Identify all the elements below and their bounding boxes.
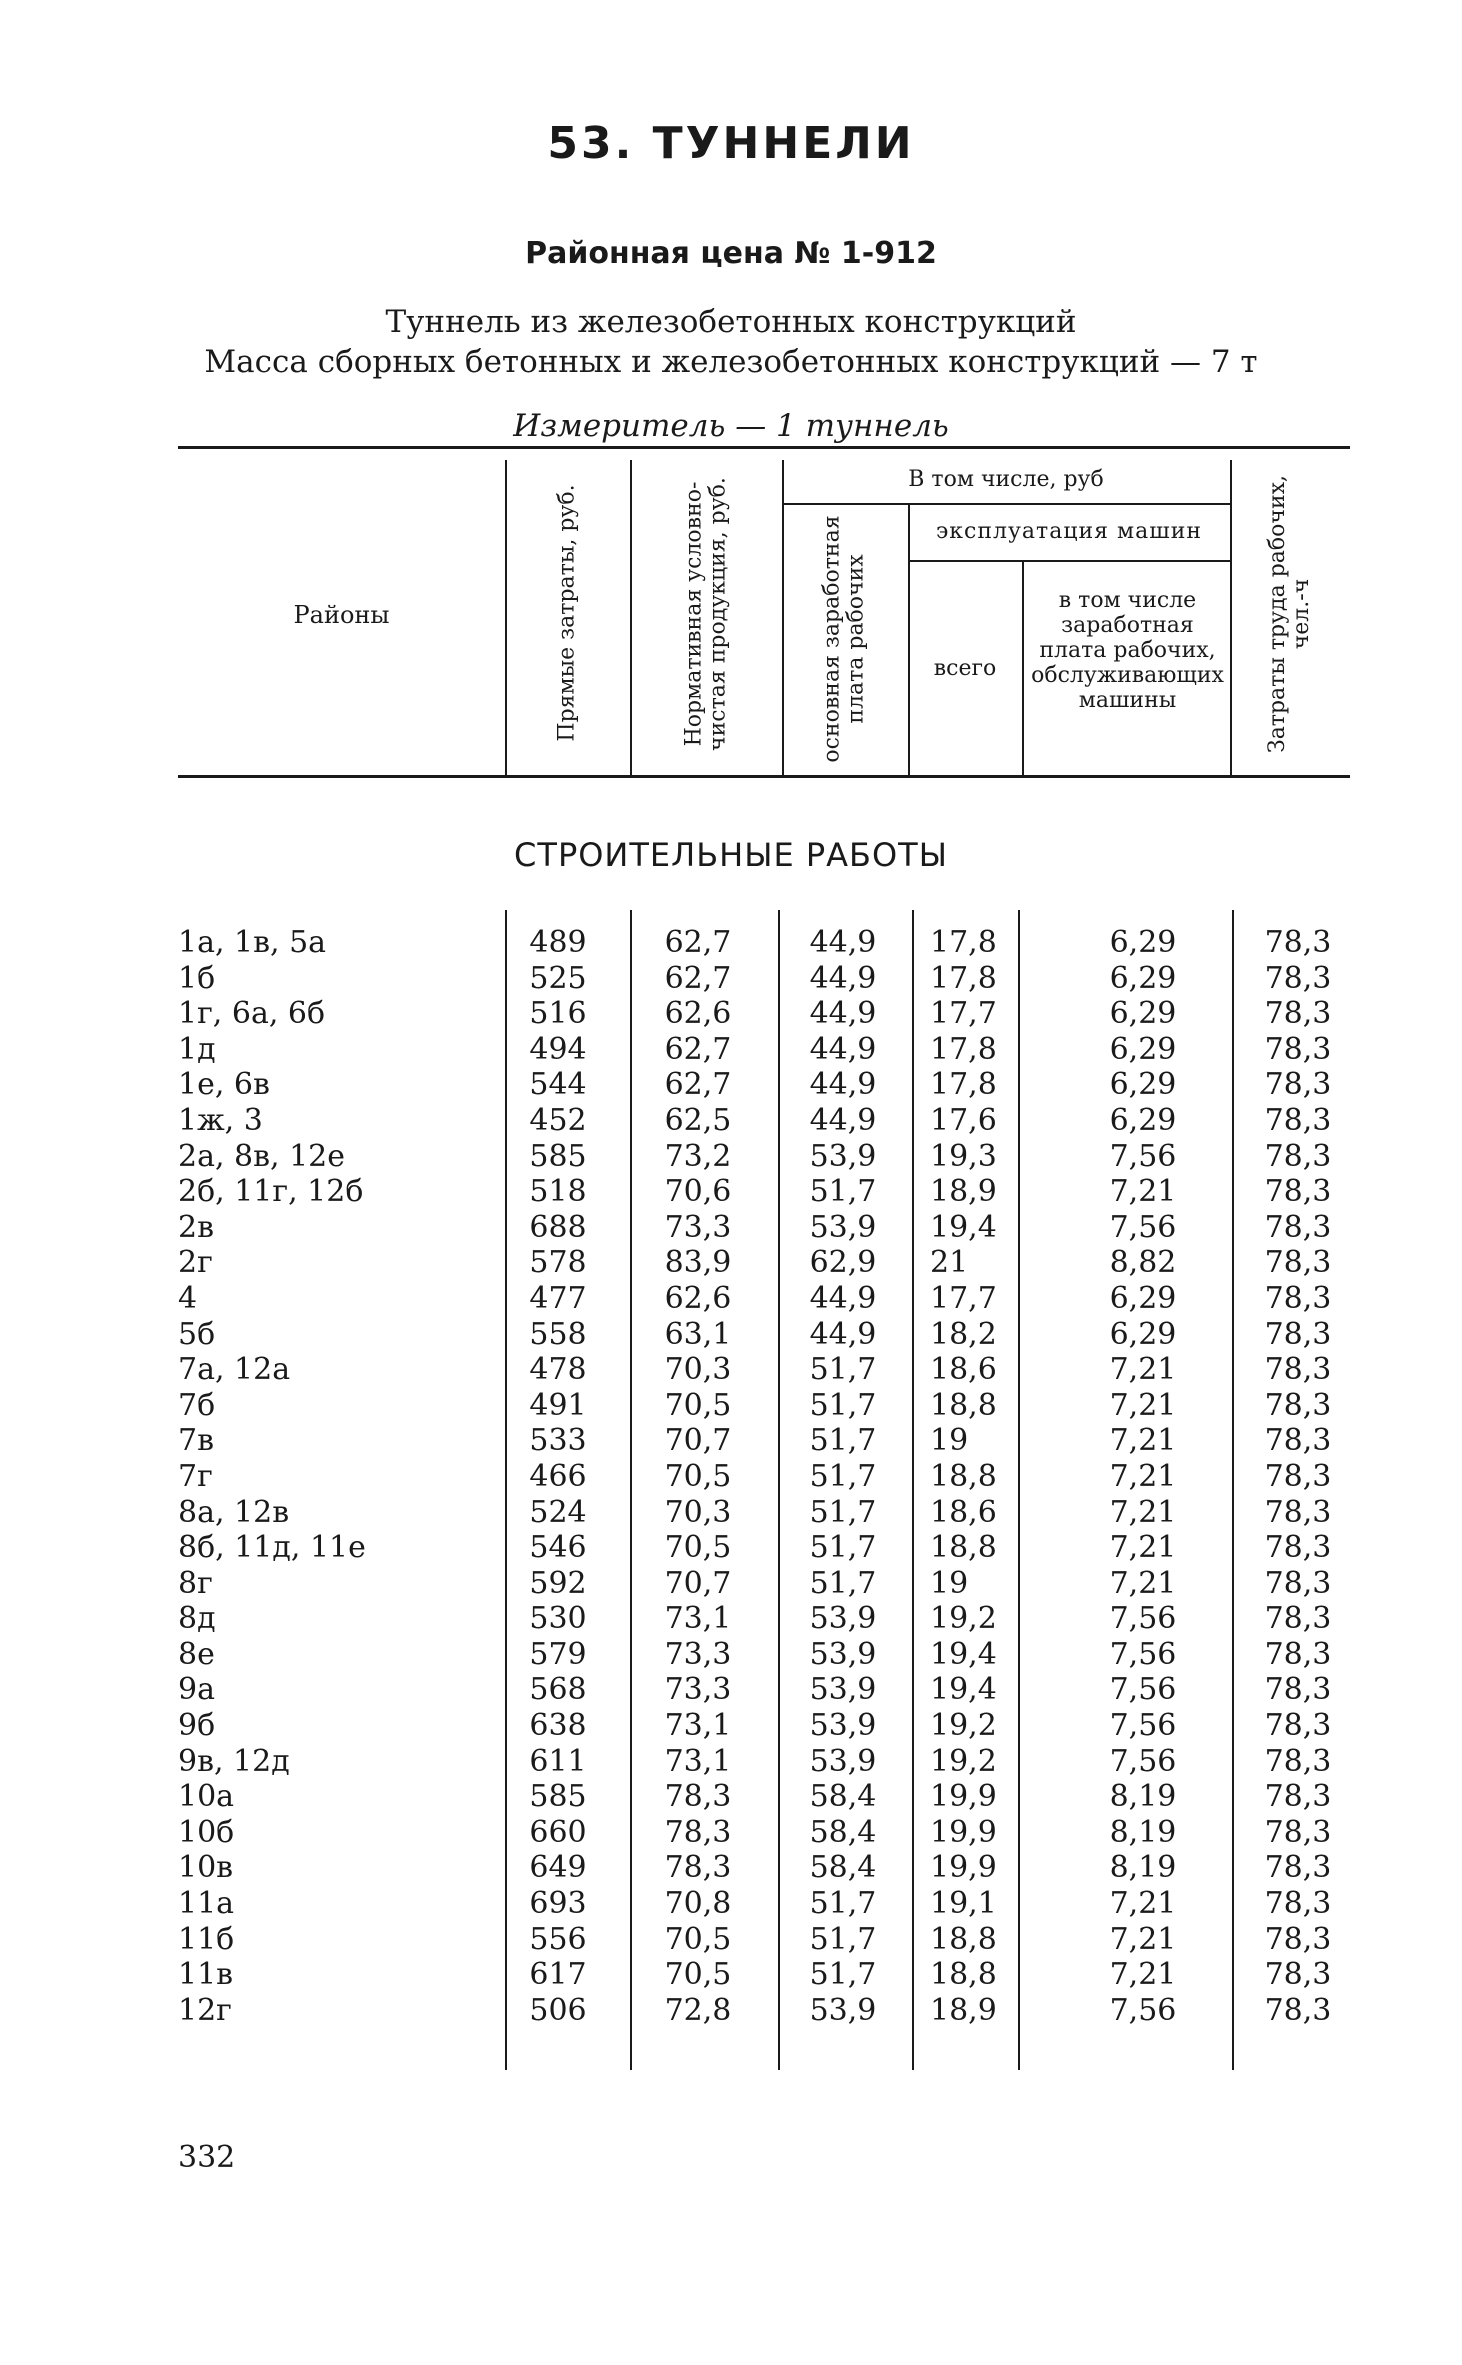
row-machine-total: 18,2 (930, 1316, 997, 1352)
row-region: 8е (178, 1636, 215, 1672)
row-base-wage: 51,7 (809, 1352, 877, 1388)
row-machine-total: 17,7 (930, 1280, 997, 1316)
row-base-wage: 44,9 (809, 1280, 877, 1316)
row-machine-wage: 7,21 (1109, 1458, 1177, 1494)
table-row (178, 1993, 1350, 2029)
row-labor: 78,3 (1264, 1316, 1332, 1352)
row-base-wage: 53,9 (809, 1138, 877, 1174)
row-machine-total: 18,9 (930, 1174, 997, 1210)
row-direct-costs: 452 (529, 1102, 587, 1138)
table-row (178, 1815, 1350, 1851)
row-region: 12г (178, 1992, 232, 2028)
row-direct-costs: 611 (529, 1743, 587, 1779)
row-labor: 78,3 (1264, 1708, 1332, 1744)
row-normative: 70,7 (664, 1565, 732, 1601)
row-direct-costs: 524 (529, 1494, 587, 1530)
row-region: 2в (178, 1209, 214, 1245)
header-regions: Районы (293, 601, 390, 629)
row-machine-wage: 6,29 (1109, 1031, 1177, 1067)
row-labor: 78,3 (1264, 1245, 1332, 1281)
row-normative: 70,5 (664, 1387, 732, 1423)
row-machine-total: 17,8 (930, 925, 997, 960)
row-machine-wage: 7,56 (1109, 1138, 1177, 1174)
row-labor: 78,3 (1264, 1031, 1332, 1067)
row-region: 1д (178, 1031, 216, 1067)
row-direct-costs: 494 (529, 1031, 587, 1067)
row-machine-wage: 7,21 (1109, 1565, 1177, 1601)
row-direct-costs: 693 (529, 1886, 587, 1922)
table-row (178, 1744, 1350, 1780)
row-base-wage: 62,9 (809, 1245, 877, 1281)
row-base-wage: 53,9 (809, 1708, 877, 1744)
row-machine-wage: 8,19 (1109, 1850, 1177, 1886)
row-base-wage: 51,7 (809, 1957, 877, 1993)
row-base-wage: 44,9 (809, 1102, 877, 1138)
table-row (178, 1957, 1350, 1993)
row-region: 8б, 11д, 11е (178, 1530, 366, 1566)
row-region: 1ж, 3 (178, 1102, 263, 1138)
row-direct-costs: 477 (529, 1280, 587, 1316)
row-base-wage: 58,4 (809, 1779, 877, 1815)
row-machine-total: 18,8 (930, 1957, 997, 1993)
row-machine-wage: 7,21 (1109, 1957, 1177, 1993)
row-normative: 78,3 (664, 1814, 732, 1850)
header-direct-costs: Прямые затраты, руб. (554, 484, 580, 742)
row-machine-total: 19,2 (930, 1708, 997, 1744)
description-line-2: Масса сборных бетонных и железобетонных конструкций — 7 т (204, 344, 1258, 380)
row-normative: 70,6 (664, 1174, 732, 1210)
row-machine-wage: 7,56 (1109, 1743, 1177, 1779)
row-direct-costs: 568 (529, 1672, 587, 1708)
row-region: 8д (178, 1601, 216, 1637)
row-direct-costs: 578 (529, 1245, 587, 1281)
row-normative: 70,7 (664, 1423, 732, 1459)
header-group-machines: эксплуатация машин (935, 519, 1203, 544)
table-row (178, 1708, 1350, 1744)
row-base-wage: 51,7 (809, 1423, 877, 1459)
row-region: 7в (178, 1423, 214, 1459)
section-title: 53. ТУННЕЛИ (547, 118, 915, 169)
table-row (178, 1317, 1350, 1353)
row-normative: 62,7 (664, 1031, 732, 1067)
table-row (178, 961, 1350, 997)
row-direct-costs: 533 (529, 1423, 587, 1459)
row-machine-total: 17,8 (930, 1031, 997, 1067)
table-row (178, 1352, 1350, 1388)
row-machine-total: 17,8 (930, 1067, 997, 1103)
row-base-wage: 51,7 (809, 1174, 877, 1210)
row-direct-costs: 489 (529, 925, 587, 960)
row-machine-wage: 7,21 (1109, 1423, 1177, 1459)
header-group-line (908, 560, 1230, 562)
header-normative: Нормативная условно-чистая продукция, руб. (681, 477, 731, 751)
table-row (178, 1459, 1350, 1495)
row-machine-wage: 7,56 (1109, 1672, 1177, 1708)
table-row (178, 1601, 1350, 1637)
row-region: 7б (178, 1387, 216, 1423)
row-labor: 78,3 (1264, 1423, 1332, 1459)
row-region: 2а, 8в, 12е (178, 1138, 346, 1174)
row-labor: 78,3 (1264, 1387, 1332, 1423)
row-base-wage: 53,9 (809, 1636, 877, 1672)
row-machine-wage: 6,29 (1109, 925, 1177, 960)
row-machine-wage: 8,82 (1109, 1245, 1177, 1281)
row-region: 1е, 6в (178, 1067, 270, 1103)
header-divider (1022, 562, 1024, 775)
row-base-wage: 51,7 (809, 1387, 877, 1423)
row-machine-total: 17,7 (930, 996, 997, 1032)
row-normative: 62,6 (664, 1280, 732, 1316)
row-machine-wage: 8,19 (1109, 1779, 1177, 1815)
row-base-wage: 51,7 (809, 1565, 877, 1601)
row-region: 9в, 12д (178, 1743, 290, 1779)
row-normative: 70,5 (664, 1530, 732, 1566)
row-machine-total: 21 (930, 1245, 969, 1281)
row-machine-wage: 7,21 (1109, 1494, 1177, 1530)
price-code: Районная цена № 1-912 (525, 236, 937, 271)
row-machine-total: 18,6 (930, 1494, 997, 1530)
row-direct-costs: 649 (529, 1850, 587, 1886)
row-labor: 78,3 (1264, 1530, 1332, 1566)
row-direct-costs: 660 (529, 1814, 587, 1850)
row-machine-total: 18,9 (930, 1992, 997, 2028)
row-machine-wage: 8,19 (1109, 1814, 1177, 1850)
row-direct-costs: 638 (529, 1708, 587, 1744)
row-labor: 78,3 (1264, 1138, 1332, 1174)
row-labor: 78,3 (1264, 1601, 1332, 1637)
row-base-wage: 51,7 (809, 1921, 877, 1957)
row-direct-costs: 585 (529, 1779, 587, 1815)
row-normative: 73,1 (664, 1743, 732, 1779)
row-direct-costs: 525 (529, 960, 587, 996)
row-normative: 78,3 (664, 1779, 732, 1815)
row-direct-costs: 466 (529, 1458, 587, 1494)
table-row (178, 1032, 1350, 1068)
row-normative: 72,8 (664, 1992, 732, 2028)
row-direct-costs: 530 (529, 1601, 587, 1637)
row-machine-total: 19,9 (930, 1850, 997, 1886)
row-machine-wage: 7,56 (1109, 1992, 1177, 2028)
table-row (178, 1067, 1350, 1103)
row-direct-costs: 688 (529, 1209, 587, 1245)
row-normative: 70,5 (664, 1921, 732, 1957)
row-labor: 78,3 (1264, 1458, 1332, 1494)
row-machine-total: 19,2 (930, 1601, 997, 1637)
row-machine-wage: 7,56 (1109, 1636, 1177, 1672)
row-base-wage: 44,9 (809, 960, 877, 996)
row-base-wage: 53,9 (809, 1601, 877, 1637)
table-row (178, 1779, 1350, 1815)
row-labor: 78,3 (1264, 1886, 1332, 1922)
table-row (178, 1210, 1350, 1246)
row-machine-total: 19,4 (930, 1672, 997, 1708)
row-region: 9а (178, 1672, 215, 1708)
row-region: 9б (178, 1708, 216, 1744)
row-labor: 78,3 (1264, 1957, 1332, 1993)
row-labor: 78,3 (1264, 1102, 1332, 1138)
table-row (178, 1886, 1350, 1922)
row-machine-wage: 7,21 (1109, 1921, 1177, 1957)
table-row (178, 1423, 1350, 1459)
row-machine-total: 19,4 (930, 1209, 997, 1245)
row-machine-total: 17,8 (930, 960, 997, 996)
row-machine-wage: 6,29 (1109, 1316, 1177, 1352)
table-row (178, 1530, 1350, 1566)
table-row (178, 1922, 1350, 1958)
row-machine-wage: 7,56 (1109, 1601, 1177, 1637)
row-normative: 70,8 (664, 1886, 732, 1922)
row-region: 5б (178, 1316, 216, 1352)
row-labor: 78,3 (1264, 925, 1332, 960)
row-labor: 78,3 (1264, 960, 1332, 996)
row-machine-total: 18,6 (930, 1352, 997, 1388)
row-normative: 78,3 (664, 1850, 732, 1886)
row-region: 1г, 6а, 6б (178, 996, 326, 1032)
row-machine-total: 19,1 (930, 1886, 997, 1922)
row-normative: 73,3 (664, 1636, 732, 1672)
row-base-wage: 53,9 (809, 1209, 877, 1245)
row-labor: 78,3 (1264, 1494, 1332, 1530)
row-machine-wage: 6,29 (1109, 960, 1177, 996)
row-normative: 63,1 (664, 1316, 732, 1352)
row-base-wage: 51,7 (809, 1458, 877, 1494)
table-row (178, 1637, 1350, 1673)
row-region: 4 (178, 1280, 198, 1316)
header-divider (908, 505, 910, 775)
page-number: 332 (178, 2140, 236, 2175)
row-direct-costs: 478 (529, 1352, 587, 1388)
row-machine-wage: 6,29 (1109, 996, 1177, 1032)
row-labor: 78,3 (1264, 1209, 1332, 1245)
row-machine-total: 19,2 (930, 1743, 997, 1779)
row-normative: 73,3 (664, 1209, 732, 1245)
table-row (178, 1672, 1350, 1708)
row-machine-wage: 7,21 (1109, 1886, 1177, 1922)
row-normative: 70,3 (664, 1352, 732, 1388)
row-labor: 78,3 (1264, 1850, 1332, 1886)
row-machine-total: 18,8 (930, 1530, 997, 1566)
row-base-wage: 44,9 (809, 1067, 877, 1103)
header-labor: Затраты труда рабочих, чел.-ч (1265, 474, 1314, 754)
row-region: 1а, 1в, 5а (178, 925, 327, 960)
row-region: 10а (178, 1779, 235, 1815)
row-labor: 78,3 (1264, 996, 1332, 1032)
row-base-wage: 51,7 (809, 1530, 877, 1566)
row-labor: 78,3 (1264, 1779, 1332, 1815)
row-normative: 62,7 (664, 1067, 732, 1103)
row-direct-costs: 579 (529, 1636, 587, 1672)
row-direct-costs: 556 (529, 1921, 587, 1957)
header-group-including: В том числе, руб (908, 467, 1104, 492)
row-direct-costs: 617 (529, 1957, 587, 1993)
row-machine-wage: 7,56 (1109, 1708, 1177, 1744)
table-row (178, 1245, 1350, 1281)
row-labor: 78,3 (1264, 1921, 1332, 1957)
row-machine-wage: 6,29 (1109, 1280, 1177, 1316)
row-labor: 78,3 (1264, 1992, 1332, 2028)
row-direct-costs: 491 (529, 1387, 587, 1423)
row-machine-wage: 7,21 (1109, 1530, 1177, 1566)
row-base-wage: 44,9 (809, 996, 877, 1032)
row-machine-total: 19,3 (930, 1138, 997, 1174)
row-machine-total: 18,8 (930, 1921, 997, 1957)
row-machine-total: 19,9 (930, 1779, 997, 1815)
table-row (178, 1174, 1350, 1210)
header-machine-wage: в том числе заработная плата рабочих, обслуживающих машины (1031, 588, 1224, 713)
row-labor: 78,3 (1264, 1636, 1332, 1672)
row-normative: 73,2 (664, 1138, 732, 1174)
table-body (178, 925, 1350, 2028)
row-direct-costs: 518 (529, 1174, 587, 1210)
row-labor: 78,3 (1264, 1672, 1332, 1708)
section-subtitle: СТРОИТЕЛЬНЫЕ РАБОТЫ (514, 836, 948, 874)
row-normative: 73,1 (664, 1708, 732, 1744)
description-line-1: Туннель из железобетонных конструкций (385, 304, 1077, 340)
row-base-wage: 51,7 (809, 1886, 877, 1922)
row-normative: 73,3 (664, 1672, 732, 1708)
row-base-wage: 44,9 (809, 1316, 877, 1352)
row-normative: 62,7 (664, 925, 732, 960)
row-base-wage: 53,9 (809, 1992, 877, 2028)
row-labor: 78,3 (1264, 1565, 1332, 1601)
row-base-wage: 51,7 (809, 1494, 877, 1530)
row-base-wage: 53,9 (809, 1743, 877, 1779)
row-labor: 78,3 (1264, 1174, 1332, 1210)
row-labor: 78,3 (1264, 1067, 1332, 1103)
table-row (178, 1103, 1350, 1139)
row-normative: 73,1 (664, 1601, 732, 1637)
row-direct-costs: 516 (529, 996, 587, 1032)
row-region: 2б, 11г, 12б (178, 1174, 364, 1210)
row-normative: 83,9 (664, 1245, 732, 1281)
table-row (178, 996, 1350, 1032)
row-region: 11б (178, 1921, 235, 1957)
row-normative: 62,6 (664, 996, 732, 1032)
row-region: 8г (178, 1565, 213, 1601)
row-machine-wage: 6,29 (1109, 1102, 1177, 1138)
row-machine-wage: 6,29 (1109, 1067, 1177, 1103)
table-top-rule (178, 446, 1350, 449)
row-machine-wage: 7,56 (1109, 1209, 1177, 1245)
row-base-wage: 44,9 (809, 925, 877, 960)
row-direct-costs: 544 (529, 1067, 587, 1103)
table-row (178, 1139, 1350, 1175)
row-machine-total: 18,8 (930, 1458, 997, 1494)
table-row (178, 1388, 1350, 1424)
row-base-wage: 58,4 (809, 1850, 877, 1886)
row-normative: 62,7 (664, 960, 732, 996)
header-total: всего (933, 656, 997, 681)
row-labor: 78,3 (1264, 1814, 1332, 1850)
table-row (178, 1566, 1350, 1602)
table-row (178, 1850, 1350, 1886)
row-base-wage: 53,9 (809, 1672, 877, 1708)
row-region: 7г (178, 1458, 213, 1494)
row-region: 10в (178, 1850, 234, 1886)
table-row (178, 1495, 1350, 1531)
row-region: 11в (178, 1957, 234, 1993)
row-direct-costs: 585 (529, 1138, 587, 1174)
meter-unit: Измеритель — 1 туннель (513, 408, 949, 444)
table-row (178, 1281, 1350, 1317)
row-direct-costs: 546 (529, 1530, 587, 1566)
row-machine-total: 19 (930, 1423, 969, 1459)
row-base-wage: 58,4 (809, 1814, 877, 1850)
row-region: 8а, 12в (178, 1494, 290, 1530)
row-direct-costs: 592 (529, 1565, 587, 1601)
row-direct-costs: 506 (529, 1992, 587, 2028)
row-region: 11а (178, 1886, 235, 1922)
row-normative: 62,5 (664, 1102, 732, 1138)
header-base-wage: основная заработная плата рабочих (819, 515, 869, 763)
row-machine-wage: 7,21 (1109, 1387, 1177, 1423)
row-normative: 70,5 (664, 1957, 732, 1993)
row-labor: 78,3 (1264, 1743, 1332, 1779)
row-machine-wage: 7,21 (1109, 1352, 1177, 1388)
table-row (178, 925, 1350, 961)
row-machine-total: 19,9 (930, 1814, 997, 1850)
row-base-wage: 44,9 (809, 1031, 877, 1067)
table-header-bottom-rule (178, 775, 1350, 778)
row-normative: 70,5 (664, 1458, 732, 1494)
row-machine-total: 19,4 (930, 1636, 997, 1672)
row-labor: 78,3 (1264, 1280, 1332, 1316)
row-labor: 78,3 (1264, 1352, 1332, 1388)
row-region: 1б (178, 960, 216, 996)
row-region: 2г (178, 1245, 213, 1281)
row-machine-total: 18,8 (930, 1387, 997, 1423)
row-machine-total: 17,6 (930, 1102, 997, 1138)
row-normative: 70,3 (664, 1494, 732, 1530)
row-machine-wage: 7,21 (1109, 1174, 1177, 1210)
row-region: 10б (178, 1814, 235, 1850)
row-direct-costs: 558 (529, 1316, 587, 1352)
row-region: 7а, 12а (178, 1352, 291, 1388)
row-machine-total: 19 (930, 1565, 969, 1601)
